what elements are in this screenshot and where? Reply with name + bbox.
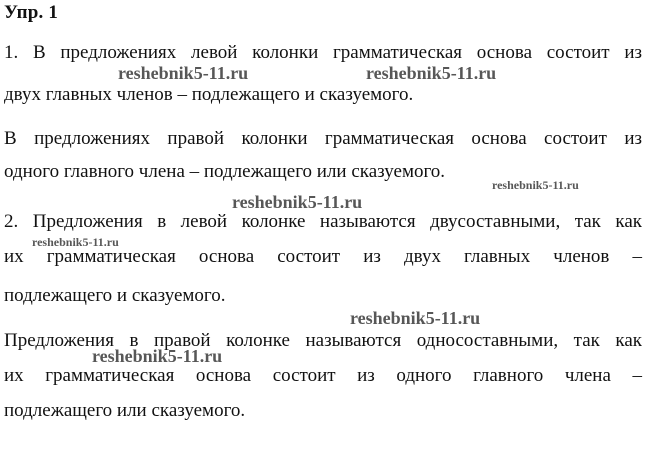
text-line: двух главных членов – подлежащего и сказуемого. [4,84,414,105]
text-line: 1. В предложениях левой колонки грамматическая основа состоит из [4,42,642,63]
text-line: их грамматическая основа состоит из одного главного члена – [4,365,642,386]
text-line: их грамматическая основа состоит из двух главных членов – [4,246,642,267]
watermark: reshebnik5-11.ru [118,63,249,83]
watermark: reshebnik5-11.ru [32,235,119,249]
watermark: reshebnik5-11.ru [366,63,497,83]
text-line: Предложения в правой колонке называются односоставными, так как [4,330,642,351]
watermark: reshebnik5-11.ru [492,178,579,192]
exercise-heading: Упр. 1 [4,2,59,23]
text-line: В предложениях правой колонки грамматическая основа состоит из [4,128,642,149]
text-line: 2. Предложения в левой колонке называются двусоставными, так как [4,211,642,232]
watermark: reshebnik5-11.ru [92,346,223,366]
text-line: подлежащего и сказуемого. [4,285,226,306]
watermark: reshebnik5-11.ru [232,192,363,212]
text-line: одного главного члена – подлежащего или сказуемого. [4,161,446,182]
watermark: reshebnik5-11.ru [350,308,481,328]
text-line: подлежащего или сказуемого. [4,400,246,421]
